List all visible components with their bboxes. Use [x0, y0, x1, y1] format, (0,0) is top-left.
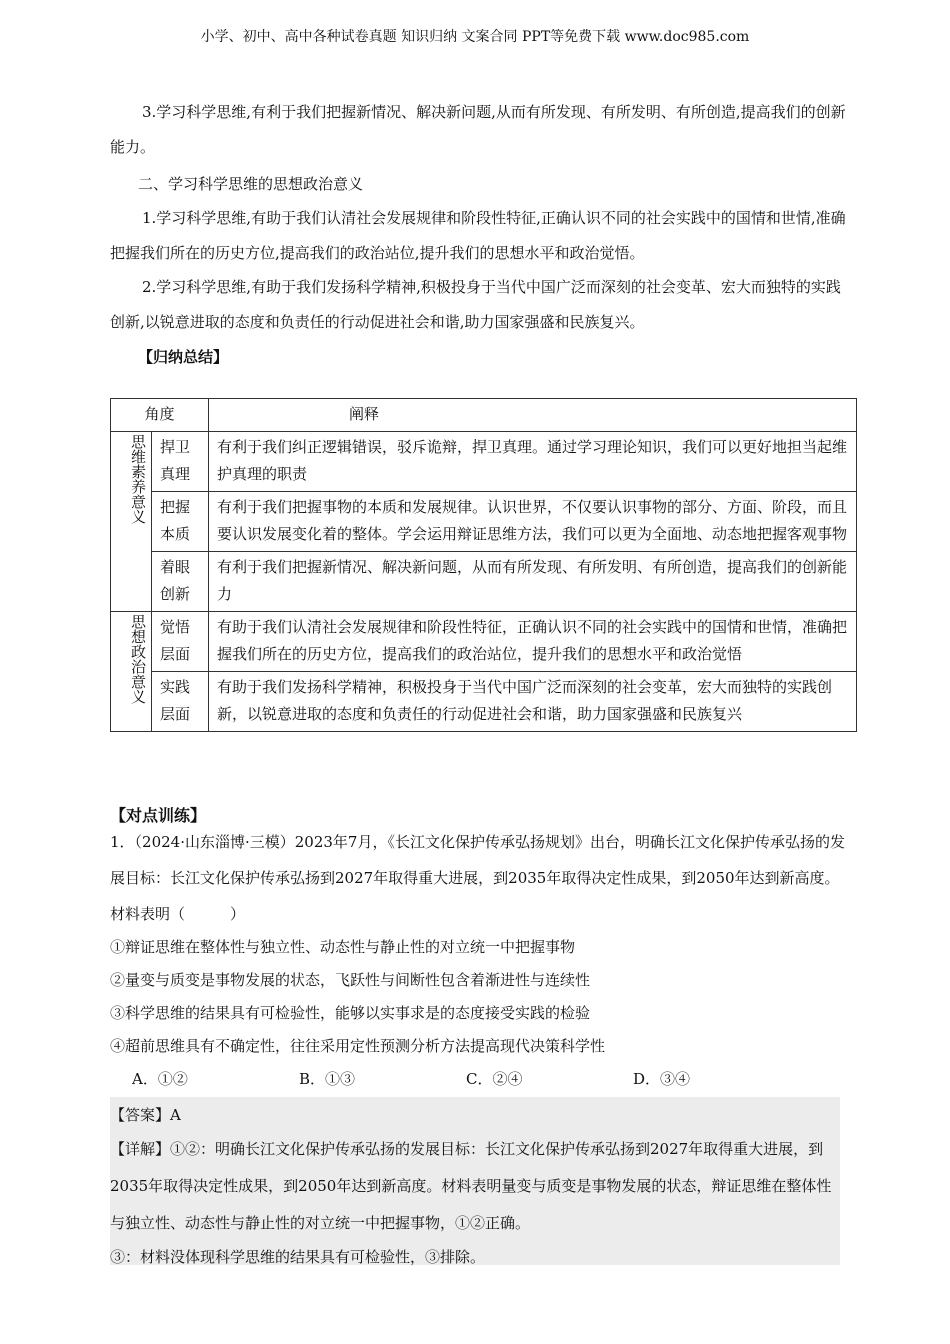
- paragraph: 2.学习科学思维,有助于我们发扬科学精神,积极投身于当代中国广泛而深刻的社会变革、宏大而独特的实践创新,以锐意进取的态度和负责任的行动促进社会和谐,助力国家强盛和民族复兴。: [110, 278, 841, 331]
- table-header-row: [111, 399, 857, 432]
- group-label: 思维素养意义: [111, 431, 152, 611]
- explanation: 【详解】①②：明确长江文化保护传承弘扬的发展目标：长江文化保护传承弘扬到2027年取得重大进展，到2035年取得决定性成果，到2050年达到新高度。材料表明量变与质变是事物发展的状态，辩证思维在整体性与独立性、动态性与静止性的对立统一中把握事物，①②正确。: [110, 1140, 832, 1232]
- question-stem: 1．（2024·山东淄博·三模）2023年7月，《长江文化保护传承弘扬规划》出台，明确长江文化保护传承弘扬的发展目标：长江文化保护传承弘扬到2027年取得重大进展，到2035年取得决定性成果，到2050年达到新高度。材料表明（ ）: [110, 833, 845, 923]
- statement: ①辩证思维在整体性与独立性、动态性与静止性的对立统一中把握事物: [110, 938, 576, 956]
- summary-table: [110, 398, 857, 732]
- page-header: 小学、初中、高中各种试卷真题 知识归纳 文案合同 PPT等免费下载 www.doc985.com: [200, 29, 750, 45]
- aspect-cell: 捍卫真理: [152, 431, 209, 491]
- table-row: [111, 431, 857, 491]
- aspect-cell: 实践层面: [152, 671, 209, 731]
- option-c: C．②④: [466, 1070, 523, 1088]
- statement: ④超前思维具有不确定性，往往采用定性预测分析方法提高现代决策科学性: [110, 1037, 606, 1055]
- group-label: 思想政治意义: [111, 611, 152, 731]
- text-cell: 有利于我们纠正逻辑错误，驳斥诡辩，捍卫真理。通过学习理论知识，我们可以更好地担当起维护真理的职责: [209, 431, 857, 491]
- text-cell: 有利于我们把握新情况、解决新问题，从而有所发现、有所发明、有所创造，提高我们的创新能力: [209, 551, 857, 611]
- text-cell: 有助于我们发扬科学精神，积极投身于当代中国广泛而深刻的社会变革，宏大而独特的实践创新，以锐意进取的态度和负责任的行动促进社会和谐，助力国家强盛和民族复兴: [209, 671, 857, 731]
- section-title: 二、学习科学思维的思想政治意义: [138, 175, 364, 193]
- option-a: A．①②: [132, 1070, 188, 1088]
- header-cell: 角度: [111, 399, 209, 432]
- table-row: [111, 671, 857, 731]
- text-cell: 有利于我们把握事物的本质和发展规律。认识世界，不仅要认识事物的部分、方面、阶段，而且要认识发展变化着的整体。学会运用辩证思维方法，我们可以更为全面地、动态地把握客观事物: [209, 491, 857, 551]
- table-row: [111, 551, 857, 611]
- statement: ②量变与质变是事物发展的状态，飞跃性与间断性包含着渐进性与连续性: [110, 971, 591, 989]
- option-d: D．③④: [633, 1070, 691, 1088]
- header-cell: 阐释: [209, 399, 857, 432]
- answer: 【答案】A: [110, 1106, 181, 1124]
- aspect-cell: 觉悟层面: [152, 611, 209, 671]
- text-cell: 有助于我们认清社会发展规律和阶段性特征，正确认识不同的社会实践中的国情和世情，准确把握我们所在的历史方位，提高我们的政治站位，提升我们的思想水平和政治觉悟: [209, 611, 857, 671]
- paragraph: 3.学习科学思维,有利于我们把握新情况、解决新问题,从而有所发现、有所发明、有所创造,提高我们的创新能力。: [110, 103, 846, 156]
- paragraph: 1.学习科学思维,有助于我们认清社会发展规律和阶段性特征,正确认识不同的社会实践中的国情和世情,准确把握我们所在的历史方位,提高我们的政治站位,提升我们的思想水平和政治觉悟。: [110, 209, 846, 262]
- answer-options: [110, 1062, 872, 1097]
- option-b: B．①③: [299, 1070, 356, 1088]
- table-row: [111, 611, 857, 671]
- statement: ③科学思维的结果具有可检验性，能够以实事求是的态度接受实践的检验: [110, 1004, 591, 1022]
- aspect-cell: 把握本质: [152, 491, 209, 551]
- table-row: [111, 491, 857, 551]
- practice-title: 【对点训练】: [110, 806, 207, 825]
- summary-title: 【归纳总结】: [138, 348, 229, 366]
- aspect-cell: 着眼创新: [152, 551, 209, 611]
- explanation: ③：材料没体现科学思维的结果具有可检验性，③排除。: [110, 1248, 486, 1266]
